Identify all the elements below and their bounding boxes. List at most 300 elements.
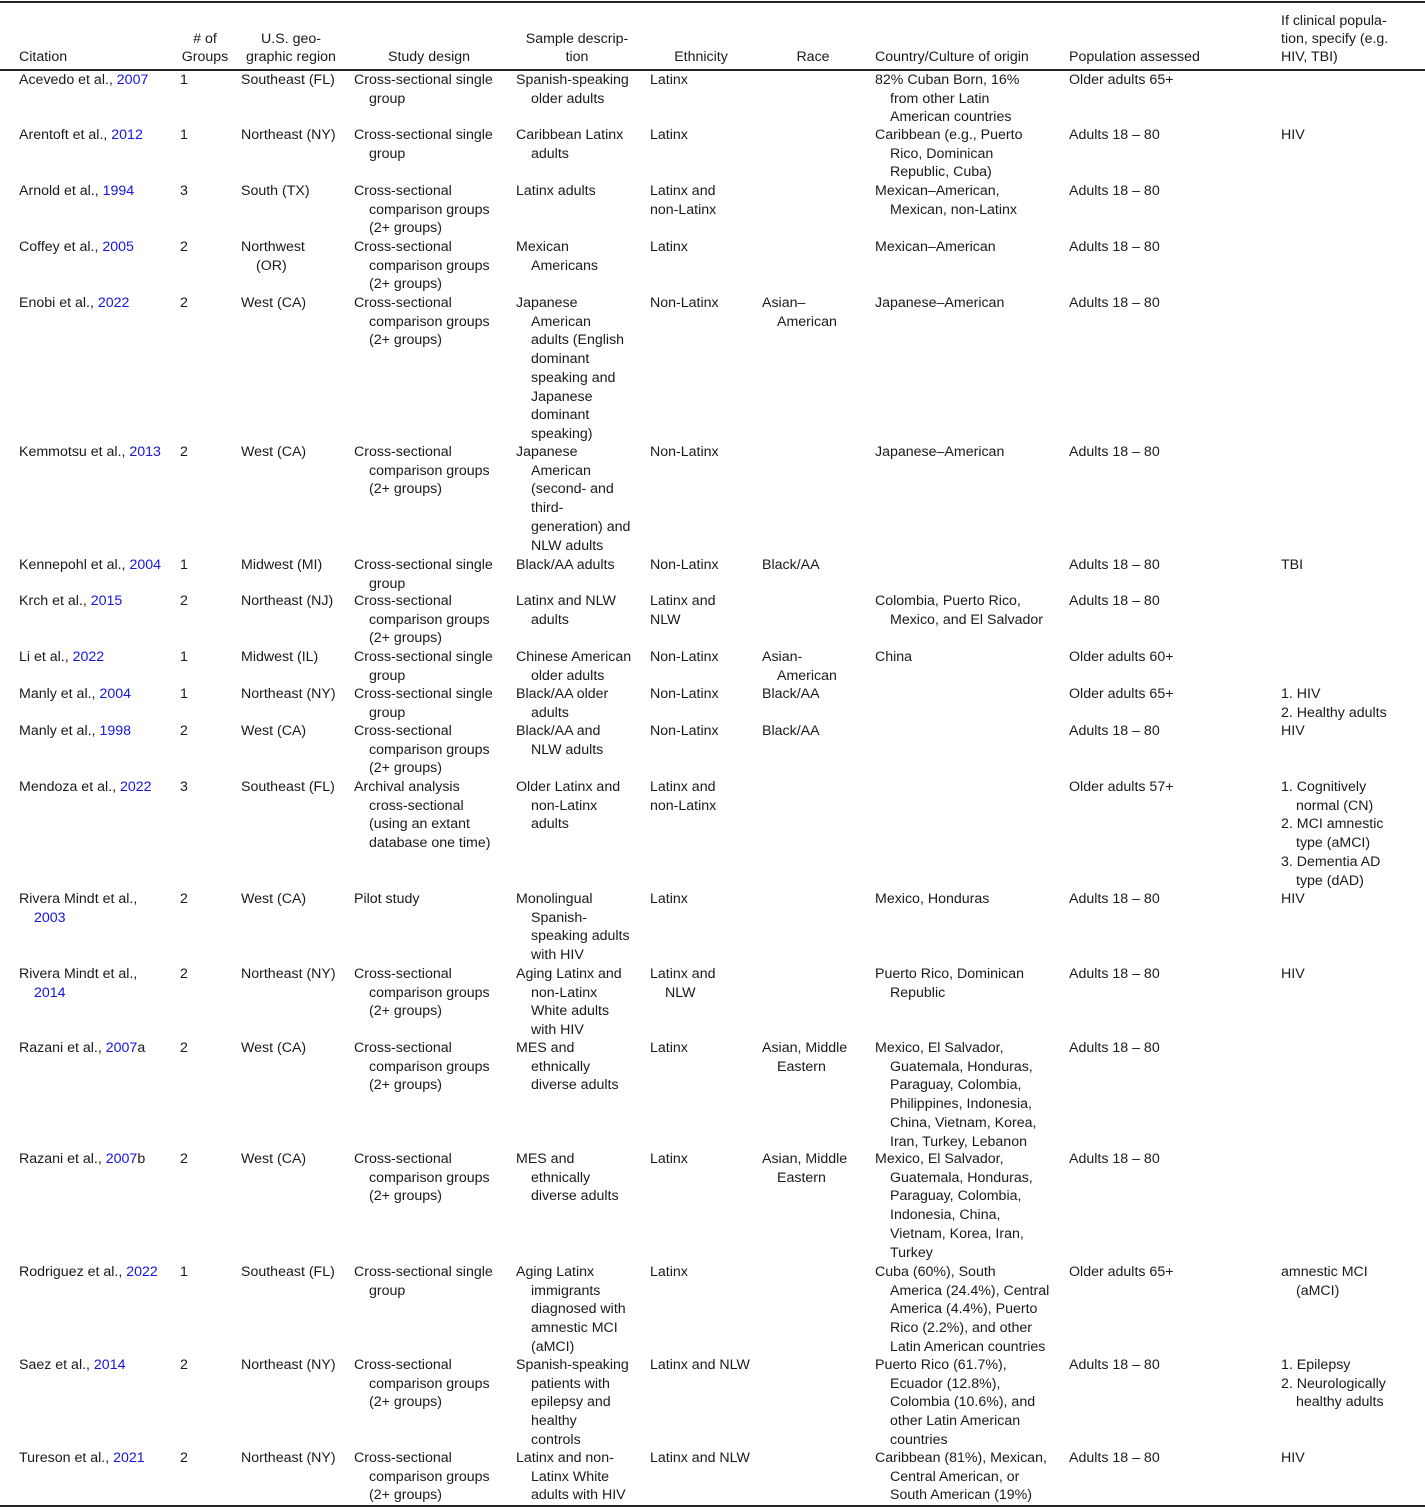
population-line: Adults 18 – 80 xyxy=(1069,183,1160,199)
sample-description-line: with HIV xyxy=(531,947,584,964)
region-line: Southeast (FL) xyxy=(241,779,335,795)
header-line: Citation xyxy=(19,49,68,65)
citation-authors: Krch et al., xyxy=(19,593,91,609)
groups-count-cell xyxy=(180,238,230,257)
sample-description-line: Japanese xyxy=(516,444,578,460)
sample-description-line: adults (English xyxy=(531,332,625,349)
ethnicity-line: Latinx and xyxy=(650,593,716,609)
citation-cell xyxy=(19,965,179,1002)
clinical-population-line: normal (CN) xyxy=(1296,797,1374,814)
sample-description-line: Americans xyxy=(531,257,599,274)
population-cell xyxy=(1069,778,1269,797)
sample-description-line: White adults xyxy=(531,1003,610,1020)
sample-description-line: non-Latinx xyxy=(531,797,598,814)
study-design-line: cross-sectional xyxy=(369,797,464,814)
study-design-cell xyxy=(354,294,514,350)
citation-authors: Acevedo et al., xyxy=(19,72,117,88)
citation-text xyxy=(19,592,179,611)
population-cell xyxy=(1069,556,1269,575)
groups-count-cell xyxy=(180,1449,230,1468)
study-design-line: Cross-sectional xyxy=(354,593,452,609)
header-line: If clinical popula- xyxy=(1281,13,1387,29)
ethnicity-line: Latinx xyxy=(650,1264,688,1280)
citation-year-link[interactable]: 2005 xyxy=(102,239,134,255)
header-race xyxy=(758,0,868,66)
study-design-line: comparison groups xyxy=(369,201,490,218)
sample-description-line: dominant xyxy=(531,407,590,424)
population-cell xyxy=(1069,71,1269,90)
population-line: Older adults 65+ xyxy=(1069,686,1174,702)
groups-count: 3 xyxy=(180,183,188,199)
study-design-cell xyxy=(354,238,514,294)
country-origin-line: China, Vietnam, Korea, xyxy=(890,1114,1037,1131)
citation-year-line xyxy=(19,909,179,928)
race-line: Black/AA xyxy=(762,723,820,739)
citation-year-link[interactable]: 2014 xyxy=(34,984,66,1001)
study-design-line: Cross-sectional xyxy=(354,1450,452,1466)
population-cell xyxy=(1069,1356,1269,1375)
ethnicity-line: Non-Latinx xyxy=(650,295,719,311)
sample-description-line: amnestic MCI xyxy=(531,1320,618,1337)
ethnicity-cell xyxy=(650,1263,760,1282)
sample-description-line: dominant xyxy=(531,351,590,368)
population-line: Older adults 57+ xyxy=(1069,779,1174,795)
citation-text xyxy=(19,294,179,313)
groups-count-cell xyxy=(180,556,230,575)
sample-description-line: adults xyxy=(531,145,569,162)
citation-year-link[interactable]: 2015 xyxy=(90,593,123,609)
population-line: Adults 18 – 80 xyxy=(1069,891,1160,907)
region-line: Northeast (NY) xyxy=(241,966,336,982)
sample-description-line: Black/AA adults xyxy=(516,557,615,573)
race-line: Asian- xyxy=(762,649,803,665)
groups-count-cell xyxy=(180,1150,230,1169)
population-line: Adults 18 – 80 xyxy=(1069,1357,1160,1373)
header-line: Country/Culture of origin xyxy=(875,49,1029,65)
clinical-population-line: 3. Dementia AD xyxy=(1281,853,1381,870)
citation-text xyxy=(19,1150,179,1169)
ethnicity-line: Non-Latinx xyxy=(650,649,719,665)
citation-year-link[interactable]: 2022 xyxy=(119,779,152,795)
clinical-population-line: 2. MCI amnestic xyxy=(1281,816,1384,833)
country-origin-cell xyxy=(875,592,1065,629)
region-cell xyxy=(241,1356,351,1375)
region-cell xyxy=(241,722,351,741)
groups-count-cell xyxy=(180,722,230,741)
sample-description-line: Aging Latinx xyxy=(516,1264,595,1280)
header-country xyxy=(875,0,1065,66)
country-origin-cell xyxy=(875,648,1065,667)
ethnicity-cell xyxy=(650,1039,760,1058)
clinical-population-line: 1. Cognitively xyxy=(1281,779,1367,795)
citation-year-link[interactable]: 2003 xyxy=(34,909,66,926)
study-design-cell xyxy=(354,1449,514,1505)
study-design-line: Cross-sectional single xyxy=(354,557,493,573)
citation-text xyxy=(19,890,179,909)
citation-year-link[interactable]: 2013 xyxy=(129,444,161,460)
study-design-line: comparison groups xyxy=(369,1375,490,1392)
header-line: Groups xyxy=(181,49,229,65)
ethnicity-cell xyxy=(650,443,760,462)
sample-description-line: Caribbean Latinx xyxy=(516,127,624,143)
study-design-line: comparison groups xyxy=(369,1058,490,1075)
citation-year-link[interactable]: 2021 xyxy=(113,1450,145,1466)
ethnicity-cell xyxy=(650,556,760,575)
sample-description-cell xyxy=(516,71,646,108)
study-design-line: (2+ groups) xyxy=(369,1487,442,1504)
citation-suffix: a xyxy=(137,1040,146,1056)
groups-count: 2 xyxy=(180,723,188,739)
ethnicity-cell xyxy=(650,778,760,815)
header-groups xyxy=(176,0,234,66)
clinical-population-line: type (aMCI) xyxy=(1296,835,1371,852)
citation-year-link[interactable]: 1998 xyxy=(99,723,131,739)
ethnicity-line: Non-Latinx xyxy=(650,723,719,739)
sample-description-line: older adults xyxy=(531,667,605,684)
sample-description-line: (aMCI) xyxy=(531,1338,575,1355)
country-origin-cell xyxy=(875,1150,1065,1262)
study-design-cell xyxy=(354,685,514,722)
country-origin-line: Turkey xyxy=(890,1244,933,1261)
citation-year-link[interactable]: 2004 xyxy=(99,686,131,702)
citation-authors: Li et al., xyxy=(19,649,73,665)
groups-count-cell xyxy=(180,71,230,90)
study-design-line: (2+ groups) xyxy=(369,220,442,237)
sample-description-line: American xyxy=(531,462,591,479)
race-line: American xyxy=(777,313,837,330)
clinical-population-line: HIV xyxy=(1281,966,1305,982)
study-design-line: (2+ groups) xyxy=(369,1188,442,1205)
header-line: # of xyxy=(193,31,217,47)
region-line: Midwest (MI) xyxy=(241,557,323,573)
citation-year-link[interactable]: 2007 xyxy=(116,72,149,88)
sample-description-line: healthy xyxy=(531,1413,577,1430)
groups-count-cell xyxy=(180,294,230,313)
sample-description-cell xyxy=(516,1356,646,1450)
study-design-line: Cross-sectional xyxy=(354,723,452,739)
citation-cell xyxy=(19,890,179,927)
sample-description-line: adults with HIV xyxy=(531,1487,626,1504)
study-design-line: comparison groups xyxy=(369,984,490,1001)
groups-count: 1 xyxy=(180,649,188,665)
groups-count: 2 xyxy=(180,1151,188,1167)
citation-cell xyxy=(19,1039,179,1058)
study-design-line: comparison groups xyxy=(369,313,490,330)
sample-description-cell xyxy=(516,294,646,444)
ethnicity-cell xyxy=(650,592,760,629)
groups-count: 1 xyxy=(180,1264,188,1280)
ethnicity-line: Non-Latinx xyxy=(650,557,719,573)
study-design-cell xyxy=(354,556,514,593)
sample-description-line: diagnosed with xyxy=(531,1301,626,1318)
region-line: Northeast (NY) xyxy=(241,686,336,702)
citation-year-link[interactable]: 2007 xyxy=(105,1040,138,1056)
clinical-population-line: 1. HIV xyxy=(1281,686,1321,702)
ethnicity-line: Latinx and xyxy=(650,779,716,795)
race-line: American xyxy=(777,667,837,684)
sample-description-line: ethnically xyxy=(531,1058,591,1075)
country-origin-line: Caribbean (e.g., Puerto xyxy=(875,127,1023,143)
country-origin-line: Japanese–American xyxy=(875,295,1005,311)
groups-count: 2 xyxy=(180,444,188,460)
country-origin-line: from other Latin xyxy=(890,90,990,107)
clinical-population-cell xyxy=(1281,685,1421,722)
study-design-cell xyxy=(354,1356,514,1412)
citation-cell xyxy=(19,1356,179,1375)
citation-text xyxy=(19,556,179,575)
population-line: Adults 18 – 80 xyxy=(1069,444,1160,460)
citation-text xyxy=(19,71,179,90)
country-origin-line: Rico (2.2%), and other xyxy=(890,1320,1032,1337)
header-line: U.S. geo- xyxy=(261,31,321,47)
country-origin-line: Guatemala, Honduras, xyxy=(890,1058,1033,1075)
citation-year-link[interactable]: 2022 xyxy=(126,1264,158,1280)
citation-year-link[interactable]: 1994 xyxy=(102,183,135,199)
sample-description-line: speaking adults xyxy=(531,928,630,945)
population-cell xyxy=(1069,685,1269,704)
groups-count: 2 xyxy=(180,1357,188,1373)
citation-year-link[interactable]: 2022 xyxy=(97,295,130,311)
region-line: Northeast (NY) xyxy=(241,1450,336,1466)
ethnicity-line: Latinx xyxy=(650,1040,688,1056)
citation-cell xyxy=(19,778,179,797)
sample-description-cell xyxy=(516,648,646,685)
citation-suffix: b xyxy=(137,1151,146,1167)
sample-description-line: Spanish-speaking xyxy=(516,72,629,88)
sample-description-cell xyxy=(516,443,646,555)
country-origin-cell xyxy=(875,294,1065,313)
citation-authors: Rivera Mindt et al., xyxy=(19,891,138,907)
sample-description-cell xyxy=(516,1449,646,1505)
country-origin-line: Mexico, El Salvador, xyxy=(875,1040,1004,1056)
groups-count-cell xyxy=(180,592,230,611)
race-cell xyxy=(762,1039,872,1076)
study-design-line: comparison groups xyxy=(369,1169,490,1186)
sample-description-line: NLW adults xyxy=(531,741,604,758)
country-origin-cell xyxy=(875,443,1065,462)
population-line: Adults 18 – 80 xyxy=(1069,723,1160,739)
country-origin-cell xyxy=(875,965,1065,1002)
citation-text xyxy=(19,443,179,462)
study-design-cell xyxy=(354,1263,514,1300)
region-line: South (TX) xyxy=(241,183,310,199)
population-line: Adults 18 – 80 xyxy=(1069,1040,1160,1056)
header-line: graphic region xyxy=(246,49,336,65)
study-design-line: Cross-sectional xyxy=(354,183,452,199)
race-cell xyxy=(762,1150,872,1187)
study-design-cell xyxy=(354,648,514,685)
sample-description-line: Latinx and non- xyxy=(516,1450,614,1466)
population-cell xyxy=(1069,1150,1269,1169)
region-cell xyxy=(241,685,351,704)
sample-description-line: adults xyxy=(531,816,569,833)
country-origin-line: Cuba (60%), South xyxy=(875,1264,996,1280)
header-region xyxy=(236,0,346,66)
ethnicity-cell xyxy=(650,182,760,219)
study-design-line: comparison groups xyxy=(369,462,490,479)
country-origin-line: Rico, Dominican xyxy=(890,145,994,162)
citation-year-link[interactable]: 2014 xyxy=(93,1357,126,1373)
country-origin-cell xyxy=(875,182,1065,219)
sample-description-line: third- xyxy=(531,500,564,517)
study-design-line: Cross-sectional single xyxy=(354,649,493,665)
groups-count-cell xyxy=(180,126,230,145)
sample-description-line: ethnically xyxy=(531,1169,591,1186)
ethnicity-cell xyxy=(650,722,760,741)
groups-count: 2 xyxy=(180,891,188,907)
population-cell xyxy=(1069,965,1269,984)
race-line: Black/AA xyxy=(762,686,820,702)
ethnicity-line: Latinx and NLW xyxy=(650,1357,750,1373)
ethnicity-cell xyxy=(650,238,760,257)
ethnicity-line: Latinx xyxy=(650,72,688,88)
citation-text xyxy=(19,1449,179,1468)
region-cell xyxy=(241,294,351,313)
study-design-line: comparison groups xyxy=(369,257,490,274)
study-design-line: Archival analysis xyxy=(354,779,460,795)
population-cell xyxy=(1069,443,1269,462)
sample-description-cell xyxy=(516,965,646,1040)
sample-description-line: non-Latinx xyxy=(531,984,598,1001)
population-cell xyxy=(1069,722,1269,741)
ethnicity-line: NLW xyxy=(650,611,681,628)
citation-text xyxy=(19,778,179,797)
sample-description-line: American xyxy=(531,313,591,330)
citation-cell xyxy=(19,71,179,90)
sample-description-cell xyxy=(516,890,646,965)
region-line: (OR) xyxy=(256,257,287,274)
region-line: West (CA) xyxy=(241,295,307,311)
header-line: Study design xyxy=(387,49,471,65)
ethnicity-cell xyxy=(650,71,760,90)
citation-authors: Rivera Mindt et al., xyxy=(19,966,138,982)
region-line: Midwest (IL) xyxy=(241,649,319,665)
region-line: West (CA) xyxy=(241,1151,307,1167)
header-line: HIV, TBI) xyxy=(1281,49,1338,65)
study-design-cell xyxy=(354,443,514,499)
study-design-line: Cross-sectional xyxy=(354,295,452,311)
study-design-line: group xyxy=(369,667,406,684)
country-origin-cell xyxy=(875,890,1065,909)
race-cell xyxy=(762,556,872,575)
ethnicity-line: Latinx xyxy=(650,239,688,255)
clinical-population-line: 2. Neurologically xyxy=(1281,1375,1386,1392)
groups-count-cell xyxy=(180,1356,230,1375)
region-cell xyxy=(241,592,351,611)
sample-description-cell xyxy=(516,592,646,629)
clinical-population-line: type (dAD) xyxy=(1296,872,1364,889)
region-cell xyxy=(241,126,351,145)
study-design-line: Cross-sectional xyxy=(354,1151,452,1167)
population-line: Adults 18 – 80 xyxy=(1069,593,1160,609)
sample-description-line: Spanish- xyxy=(531,909,587,926)
sample-description-line: generation) and xyxy=(531,518,631,535)
country-origin-line: Puerto Rico, Dominican xyxy=(875,966,1025,982)
population-line: Older adults 65+ xyxy=(1069,72,1174,88)
country-origin-line: Paraguay, Colombia, xyxy=(890,1188,1022,1205)
study-design-cell xyxy=(354,1039,514,1095)
citation-cell xyxy=(19,182,179,201)
ethnicity-cell xyxy=(650,1150,760,1169)
sample-description-line: Aging Latinx and xyxy=(516,966,622,982)
study-design-line: (2+ groups) xyxy=(369,332,442,349)
study-design-line: (2+ groups) xyxy=(369,630,442,647)
study-design-line: Cross-sectional single xyxy=(354,127,493,143)
study-design-line: (2+ groups) xyxy=(369,760,442,777)
citation-year-link[interactable]: 2007 xyxy=(105,1151,138,1167)
sample-description-line: NLW adults xyxy=(531,537,604,554)
study-design-line: group xyxy=(369,704,406,721)
country-origin-line: Republic, Cuba) xyxy=(890,164,992,181)
header-line: Ethnicity xyxy=(674,49,728,65)
country-origin-cell xyxy=(875,1263,1065,1357)
country-origin-cell xyxy=(875,1449,1065,1505)
sample-description-cell xyxy=(516,1150,646,1206)
country-origin-line: Mexican–American xyxy=(875,239,996,255)
ethnicity-line: Latinx xyxy=(650,891,688,907)
sample-description-line: Monolingual xyxy=(516,891,593,907)
clinical-population-line: amnestic MCI xyxy=(1281,1264,1368,1280)
study-design-line: Cross-sectional single xyxy=(354,72,493,88)
population-line: Adults 18 – 80 xyxy=(1069,295,1160,311)
groups-count: 2 xyxy=(180,1450,188,1466)
study-design-line: comparison groups xyxy=(369,611,490,628)
citation-year-link[interactable]: 2004 xyxy=(129,557,161,573)
citation-text xyxy=(19,1263,179,1282)
citation-authors: Kemmotsu et al., xyxy=(19,444,130,460)
groups-count: 1 xyxy=(180,686,188,702)
groups-count-cell xyxy=(180,890,230,909)
citation-authors: Kennepohl et al., xyxy=(19,557,130,573)
population-cell xyxy=(1069,1449,1269,1468)
study-design-line: Cross-sectional xyxy=(354,239,452,255)
race-line: Eastern xyxy=(777,1169,826,1186)
citation-text xyxy=(19,722,179,741)
citation-cell xyxy=(19,556,179,575)
country-origin-line: Colombia, Puerto Rico, xyxy=(875,593,1021,609)
citation-text xyxy=(19,1356,179,1375)
study-design-cell xyxy=(354,182,514,238)
study-design-line: (2+ groups) xyxy=(369,481,442,498)
citation-text xyxy=(19,126,179,145)
header-citation xyxy=(19,0,169,66)
study-design-line: (2+ groups) xyxy=(369,276,442,293)
study-design-line: Pilot study xyxy=(354,891,420,907)
sample-description-line: older adults xyxy=(531,90,605,107)
citation-year-link[interactable]: 2022 xyxy=(72,649,105,665)
population-line: Adults 18 – 80 xyxy=(1069,1450,1160,1466)
country-origin-line: Mexico, Honduras xyxy=(875,891,990,907)
citation-year-link[interactable]: 2012 xyxy=(111,127,143,143)
study-design-line: group xyxy=(369,575,406,592)
ethnicity-line: Non-Latinx xyxy=(650,444,719,460)
clinical-population-cell xyxy=(1281,126,1421,145)
study-design-line: Cross-sectional single xyxy=(354,1264,493,1280)
citation-text xyxy=(19,965,179,984)
country-origin-line: Puerto Rico (61.7%), xyxy=(875,1357,1007,1373)
citation-authors: Coffey et al., xyxy=(19,239,103,255)
sample-description-line: Latinx adults xyxy=(516,183,596,199)
population-cell xyxy=(1069,1263,1269,1282)
region-cell xyxy=(241,443,351,462)
country-origin-line: South American (19%) xyxy=(890,1487,1032,1504)
region-cell xyxy=(241,556,351,575)
ethnicity-cell xyxy=(650,685,760,704)
sample-description-line: Black/AA older xyxy=(516,686,609,702)
study-design-cell xyxy=(354,71,514,108)
population-line: Adults 18 – 80 xyxy=(1069,557,1160,573)
country-origin-cell xyxy=(875,238,1065,257)
